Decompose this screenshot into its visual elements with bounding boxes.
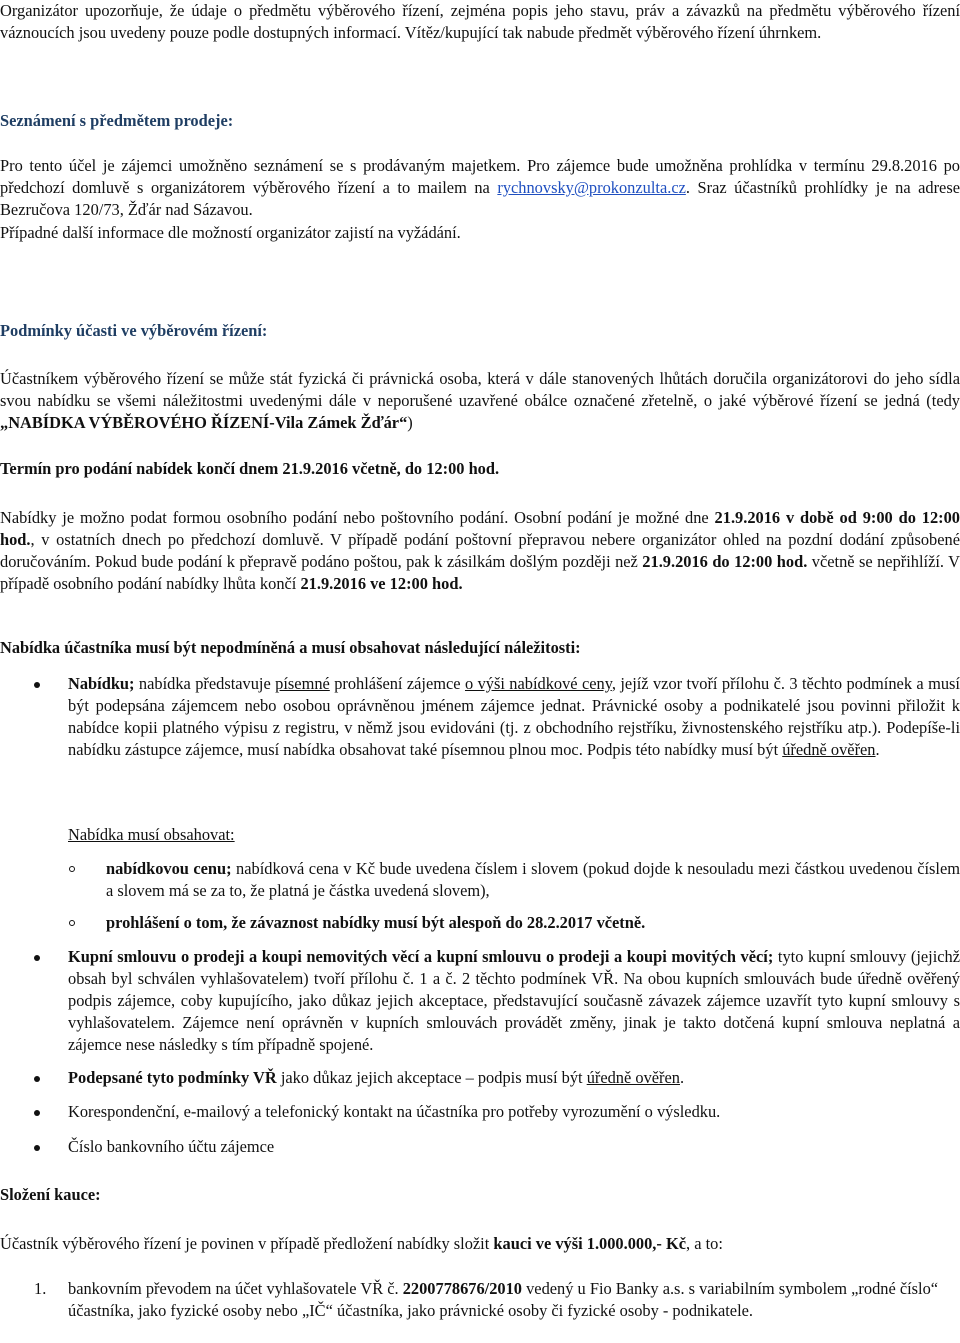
kupni-smlouvy-text: tyto kupní smlouvy (jejichž obsah byl schválen vyhlašovatelem) tvoří přílohu č. 1 a č. 2 těchto podmínek VŘ. Na obou kupních smlouvách bude úředně ověřený podpis zájemce, coby kupujícího, jako důkaz jejich akceptace, představující současně závazek zájemce uzavřít tyto kupní smlouvy s vyhlašovatelem. Zájemce není oprávněn v kupních smlouvách provádět změny, jinak je takto dotčená kupní smlouva neplatná a zájemce nese následky s tím případně spojené. <box>68 947 960 1054</box>
podani-paragraph <box>0 507 960 595</box>
prevod-text-b: vedený u Fio Banky a.s. s variabilním symbolem „rodné číslo“ účastníka, jako fyzické osoby nebo „IČ“ účastníka, jako právnické osoby či fyzické osoby - podnikatele. <box>68 1279 939 1320</box>
bullet-icon <box>34 1076 40 1082</box>
termin-text: Termín pro podání nabídek končí dnem 21.9.2016 včetně, do 12:00 hod. <box>0 459 500 478</box>
kauce-heading-block <box>0 1184 960 1206</box>
seznameni-heading-block <box>0 110 960 132</box>
podani-date-2: 21.9.2016 do 12:00 hod. <box>642 552 808 571</box>
bank-account-number: 2200778676/2010 <box>402 1279 523 1298</box>
seznameni-text-a: Pro tento účel je zájemci umožněno seznámení se s prodávaným majetkem. Pro zájemce bude umožněna prohlídka v termínu 29.8.2016 po předchozí domluvě s organizátorem výběrového řízení a to mailem na <box>0 156 960 197</box>
kauce-text <box>0 1233 960 1255</box>
nabidka-text-d: . <box>875 740 880 759</box>
circle-bullet-icon <box>69 920 75 926</box>
prohlaseni-text: prohlášení o tom, že závaznost nabídky musí být alespoň do 28.2.2017 včetně. <box>106 913 646 932</box>
sub-item-nabidkova-cena-text <box>106 858 960 902</box>
podminky-vr-text-a: jako důkaz jejich akceptace – podpis musí být <box>276 1068 587 1087</box>
nabidka-pisemne: písemné <box>275 674 330 693</box>
bullet-icon <box>34 1110 40 1116</box>
podminky-paragraph <box>0 368 960 434</box>
podani-date-3: 21.9.2016 ve 12:00 hod. <box>300 574 463 593</box>
kauce-paragraph <box>0 1233 960 1255</box>
nabidka-heading-block <box>0 637 960 659</box>
circle-bullet-icon <box>69 866 75 872</box>
podani-text-a: Nabídky je možno podat formou osobního podání nebo poštovního podání. Osobní podání je možné dne <box>0 508 715 527</box>
podminky-heading-block <box>0 320 960 342</box>
nabidka-text-c: , jejíž vzor tvoří přílohu č. 3 těchto podmínek a musí být podepsána zájemcem nebo osobou oprávněnou jménem zájemce jednat. Právnické osoby a podnikatelé jsou povinni přiložit k nabídce kopii platného výpisu z registru, v němž jsou evidováni (tj. z obchodního rejstříku, živnostenského rejstříku atp.). Podepíše-li nabídku zástupce zájemce, musí nabídka obsahovat také písemnou plnou moc. Podpis této nabídky musí být <box>68 674 960 759</box>
list-number: 1. <box>34 1279 47 1298</box>
kauce-text-a: Účastník výběrového řízení je povinen v případě předložení nabídky složit <box>0 1234 494 1253</box>
nabidka-envelope-label: „NABÍDKA VÝBĚROVÉHO ŘÍZENÍ-Vila Zámek Žďár“ <box>0 413 408 432</box>
bullet-icon <box>34 955 40 961</box>
podminky-text-a: Účastníkem výběrového řízení se může stát fyzická či právnická osoba, která v dále stanovených lhůtách doručila organizátorovi do jeho sídla svou nabídku se všemi náležitostmi uvedenými dále v neporušené uzavřené obálce označené zřetelně, o jaké výběrové řízení se jedná (tedy <box>0 369 960 410</box>
intro-paragraph <box>0 0 960 44</box>
podminky-vr-uredne-overen: úředně ověřen <box>586 1068 680 1087</box>
list-item-ucet-text <box>68 1136 960 1158</box>
kauce-amount: kauci ve výši 1.000.000,- Kč <box>493 1234 686 1253</box>
prevod-text-a: bankovním převodem na účet vyhlašovatele VŘ č. <box>68 1279 403 1298</box>
bullet-icon <box>34 682 40 688</box>
podminky-vr-text-b: . <box>679 1068 685 1087</box>
kauce-heading: Složení kauce: <box>0 1185 101 1204</box>
obsahovat-label-block <box>0 824 960 846</box>
list-item-kontakt-text <box>68 1101 960 1123</box>
sub-item-prohlaseni-text <box>106 912 960 934</box>
nabidka-vyse-ceny: o výši nabídkové ceny <box>464 674 612 693</box>
kupni-smlouvy-label: Kupní smlouvu o prodeji a koupi nemovitých věcí a kupní smlouvu o prodeji a koupi movitých věcí; <box>68 947 774 966</box>
podminky-text <box>0 368 960 434</box>
ucet-text: Číslo bankovního účtu zájemce <box>68 1137 275 1156</box>
list-item-nabidka-text <box>68 673 960 761</box>
podminky-text-b: ) <box>407 413 413 432</box>
intro-text: Organizátor upozorňuje, že údaje o předmětu výběrového řízení, zejména popis jeho stavu, práv a závazků na předmětu výběrového řízení váznoucích jsou uvedeny pouze podle dostupných informací. Vítěz/kupující tak nabude předmět výběrového řízení úhrnkem. <box>0 1 960 42</box>
nabidka-uredne-overen: úředně ověřen <box>782 740 876 759</box>
nabidka-label: Nabídku; <box>68 674 135 693</box>
kontakt-text: Korespondenční, e-mailový a telefonický kontakt na účastníka pro potřeby vyrozumění o výsledku. <box>68 1102 721 1121</box>
podani-text <box>0 507 960 595</box>
seznameni-paragraph <box>0 155 960 221</box>
list-item-kupni-smlouvy-text <box>68 946 960 1056</box>
numbered-item-prevod-text <box>68 1278 960 1322</box>
podminky-vr-label: Podepsané tyto podmínky VŘ <box>68 1068 277 1087</box>
seznameni-text-b: . Sraz účastníků prohlídky je na adrese Bezručova 120/73, Žďár nad Sázavou. <box>0 178 960 219</box>
seznameni-text <box>0 155 960 221</box>
nabidka-heading: Nabídka účastníka musí být nepodmíněná a musí obsahovat následující náležitosti: <box>0 638 581 657</box>
obsahovat-label: Nabídka musí obsahovat: <box>68 825 235 844</box>
kauce-text-b: , a to: <box>686 1234 723 1253</box>
dalsi-informace-text: Případné další informace dle možností organizátor zajistí na vyžádání. <box>0 223 461 242</box>
termin-block <box>0 458 960 480</box>
email-link[interactable]: rychnovsky@prokonzulta.cz <box>497 178 686 197</box>
seznameni-heading: Seznámení s předmětem prodeje: <box>0 111 234 130</box>
podani-text-c: , v ostatních dnech po předchozí domluvě. V případě podání poštovní přepravou nebere organizátor ohled na pozdní dodání způsobené doručováním. Pokud bude podání k přepravě podáno poštou, pak k zásilkám došlým později než <box>0 530 960 571</box>
list-item-podminky-vr-text <box>68 1067 960 1089</box>
nabidkova-cena-text: nabídková cena v Kč bude uvedena číslem i slovem (pokud dojde k nesouladu mezi částkou uvedenou číslem a slovem má se za to, že platná je částka uvedená slovem), <box>106 859 960 900</box>
nabidka-text-b: prohlášení zájemce <box>329 674 465 693</box>
podani-date-1: 21.9.2016 v době od 9:00 do 12:00 hod. <box>0 508 960 549</box>
dalsi-informace-paragraph <box>0 222 960 244</box>
nabidkova-cena-label: nabídkovou cenu; <box>106 859 232 878</box>
nabidka-text-a: nabídka představuje <box>134 674 276 693</box>
podani-text-d: včetně se nepřihlíží. V případě osobního podání nabídky lhůta končí <box>0 552 960 593</box>
podminky-heading: Podmínky účasti ve výběrovém řízení: <box>0 321 268 340</box>
bullet-icon <box>34 1145 40 1151</box>
